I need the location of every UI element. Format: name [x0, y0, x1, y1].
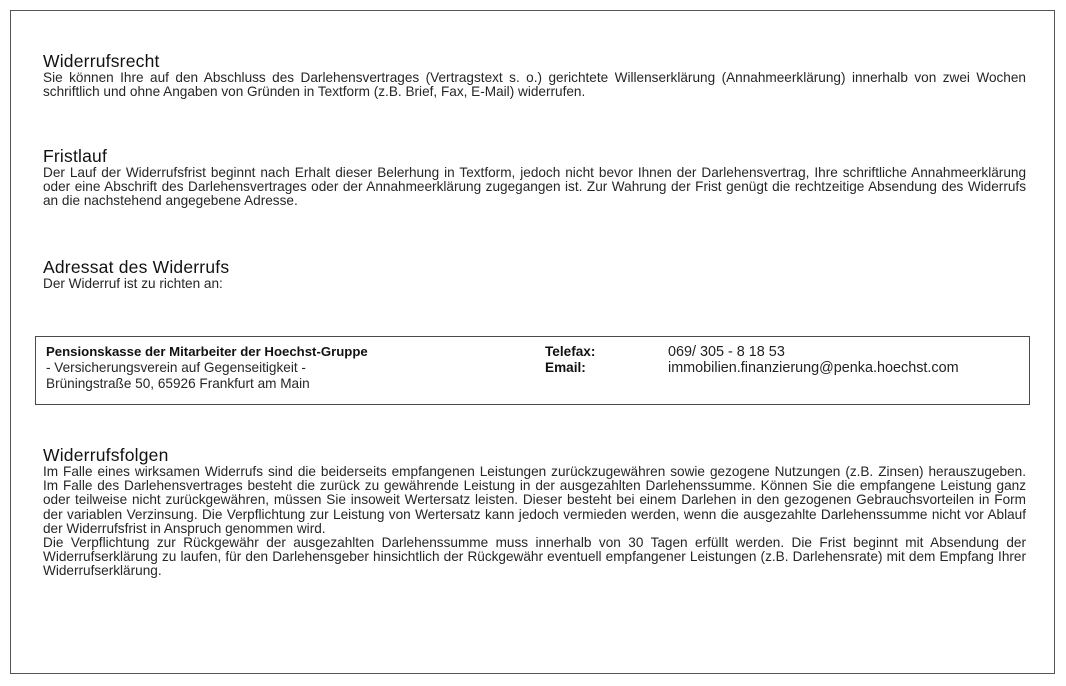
address-box: [35, 336, 1030, 405]
document-page: [10, 10, 1055, 674]
section-widerrufsrecht: [43, 51, 1026, 99]
email-label: Email:: [545, 360, 586, 375]
text-widerrufsfolgen-1: Im Falle eines wirksamen Widerrufs sind die beiderseits empfangenen Leistungen zurückzugewähren sowie gezogene Nutzungen (z.B. Zinsen) herauszugeben. Im Falle des Darlehensvertrages besteht die zurück zu gewährende Leistung in der ausgezahlten Darlehenssumme. Können Sie die empfangene Leistung ganz oder teilweise nicht zurückgewähren, müssen Sie insoweit Wertersatz leisten. Dieser besteht bei einem Darlehen in den gezogenen Gebrauchsvorteilen in Form der variablen Verzinsung. Die Verpflichtung zur Leistung von Wertersatz kann jedoch vermieden werden, wenn die ausgezahlte Darlehenssumme nicht vor Ablauf der Widerrufsfrist in Anspruch genommen wird.: [43, 464, 1026, 536]
section-adressat: [43, 257, 1026, 291]
text-fristlauf: Der Lauf der Widerrufsfrist beginnt nach Erhalt dieser Belerhung in Textform, jedoch nicht bevor Ihnen der Darlehensvertrag, Ihre schriftliche Annahmeerklärung oder eine Abschrift des Darlehensvertrages oder der Annahmeerklärung zugegangen ist. Zur Wahrung der Frist genügt die rechtzeitige Absendung des Widerrufs an die nachstehend angegebene Adresse.: [43, 165, 1026, 209]
email-value: immobilien.finanzierung@penka.hoechst.com: [668, 360, 959, 376]
section-widerrufsfolgen: [43, 445, 1026, 579]
text-widerrufsrecht: Sie können Ihre auf den Abschluss des Darlehensvertrages (Vertragstext s. o.) gerichtete Willenserklärung (Annahmeerklärung) innerhalb von zwei Wochen schriftlich und ohne Angaben von Gründen in Textform (z.B. Brief, Fax, E-Mail) widerrufen.: [43, 70, 1026, 100]
org-street: Brüningstraße 50, 65926 Frankfurt am Main: [46, 376, 310, 391]
section-fristlauf: [43, 146, 1026, 209]
fax-value: 069/ 305 - 8 18 53: [668, 344, 785, 360]
contact-values: [668, 344, 959, 376]
heading-adressat: Adressat des Widerrufs: [43, 257, 230, 277]
heading-fristlauf: Fristlauf: [43, 146, 108, 166]
text-widerrufsfolgen-2: Die Verpflichtung zur Rückgewähr der ausgezahlten Darlehenssumme muss innerhalb von 30 Tagen erfüllt werden. Die Frist beginnt mit Absendung der Widerrufserklärung zu laufen, für den Darlehensgeber hinsichtlich der Rückgewähr eventuell empfangener Leistungen (z.B. Darlehensrate) mit dem Empfang Ihrer Widerrufserklärung.: [43, 535, 1026, 579]
fax-label: Telefax:: [545, 344, 596, 359]
org-name: Pensionskasse der Mitarbeiter der Hoechst-Gruppe: [46, 344, 368, 359]
address-block: [46, 344, 368, 392]
contact-labels: [545, 344, 595, 376]
heading-widerrufsfolgen: Widerrufsfolgen: [43, 445, 169, 465]
text-adressat: Der Widerruf ist zu richten an:: [43, 276, 223, 291]
org-type: - Versicherungsverein auf Gegenseitigkeit -: [46, 360, 306, 375]
heading-widerrufsrecht: Widerrufsrecht: [43, 51, 160, 71]
